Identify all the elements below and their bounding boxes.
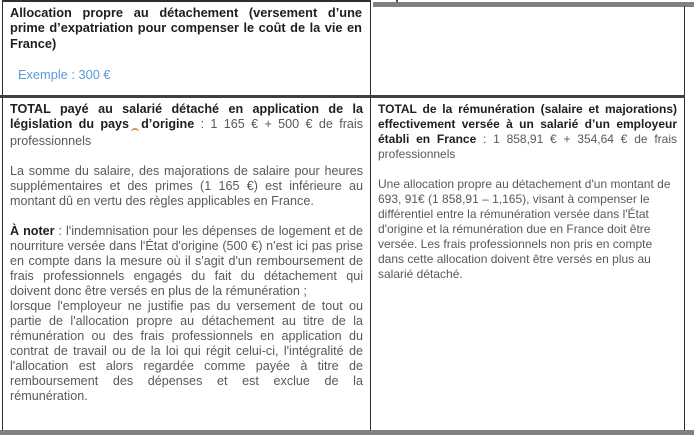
cropped-cell-divider-tick (396, 0, 398, 2)
paragraph-a-noter (10, 224, 363, 299)
a-noter-label: À noter (10, 224, 55, 238)
spellcheck-squiggle (131, 128, 139, 134)
cell-total-france (371, 99, 684, 430)
cell-allocation-propre (3, 2, 370, 95)
left-heading-amounts: : 1 165 € + 500 € de frais professionnels (10, 117, 363, 148)
a-noter-text: : l'indemnisation pour les dépenses de logement et de nourriture versée dans l'État d'origine (500 €) n'est ici pas prise en compte dans la mesure où il s'agit d'un remboursement de frais professionnels engagés du fait du détachement qui doivent donc être versés en plus de la rémunération ; (10, 224, 364, 298)
paragraph-somme-salaire: La somme du salaire, des majorations de salaire pour heures supplémentaires et des primes (1 165 €) est inférieure au montant dû en vertu des règles applicables en France. (10, 164, 363, 208)
left-heading-bold-part2: d’origine (141, 117, 195, 131)
cell-total-pays-origine (3, 99, 370, 430)
left-heading-bold-part1: TOTAL payé au salarié détaché en application de la législation du pays (10, 102, 363, 131)
left-heading (10, 102, 363, 149)
right-heading (378, 102, 677, 162)
paragraph-lorsque: lorsque l'employeur ne justifie pas du versement de tout ou partie de l'allocation propre au détachement au titre de la rémunération ou des frais professionnels en application du contrat de travail ou de la loi qui régit celui-ci, l'intégralité de l'allocation est alors regardée comme payée à titre de remboursement des dépenses et est exclue de la rémunération. (10, 299, 363, 403)
example-value: Exemple : 300 € (18, 67, 111, 83)
table-border-right (684, 6, 685, 430)
allocation-title: Allocation propre au détachement (versement d’une prime d’expatriation pour compenser le coût de la vie en France) (10, 5, 362, 51)
table-bottom-gray-bar (0, 430, 694, 435)
cell-empty (373, 7, 684, 95)
paragraph-allocation-montant: Une allocation propre au détachement d'un montant de 693, 91€ (1 858,91 – 1,165), visant à compenser le différentiel entre la rémunération versée dans l'État d'origine et la rémunération due en France doit être versée. Les frais professionnels non pris en compte dans cette allocation doivent être versés en plus au salarié détaché. (378, 177, 671, 281)
right-heading-bold: TOTAL de la rémunération (salaire et majorations) effectivement versée à un salarié d’un employeur établi en France (378, 102, 677, 146)
table-row-divider (0, 95, 685, 98)
right-heading-amounts: : 1 858,91 € + 354,64 € de frais professionnels (378, 132, 677, 161)
